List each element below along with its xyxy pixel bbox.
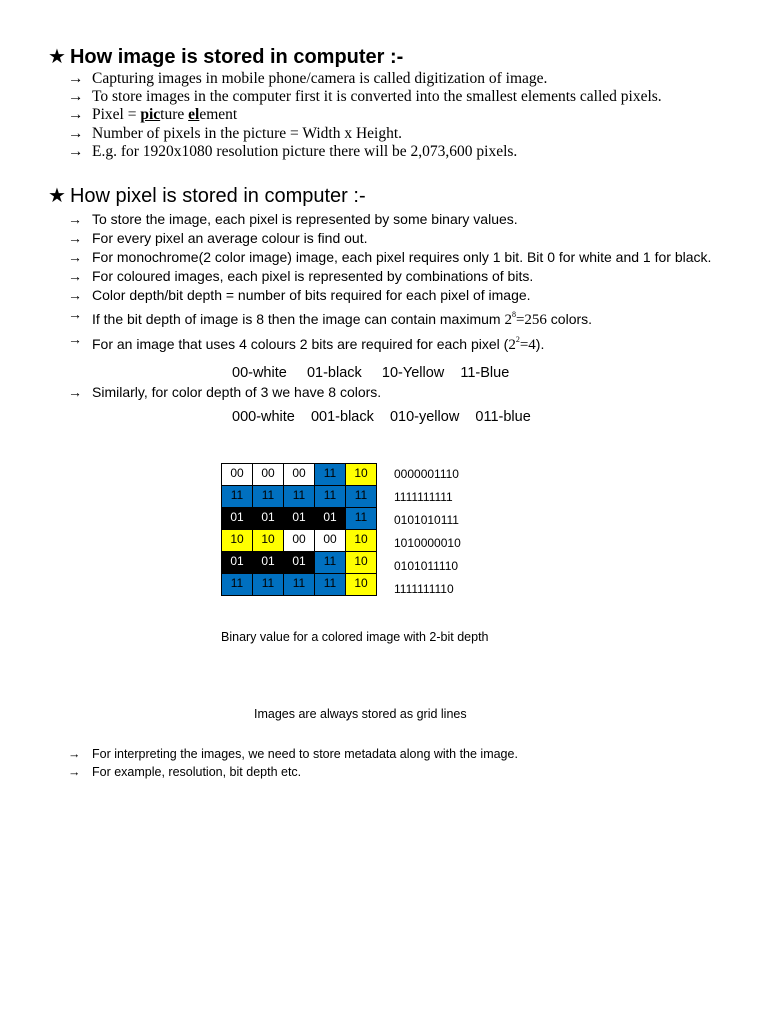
arrow-icon: → xyxy=(68,384,82,400)
grid-cell-blue: 11 xyxy=(222,486,253,508)
section1-heading: ★ How image is stored in computer :- xyxy=(48,46,404,68)
grid-caption: Binary value for a colored image with 2-bit depth xyxy=(221,630,489,644)
binary-row: 1111111111 xyxy=(394,490,453,504)
grid-cell-blue: 11 xyxy=(315,486,346,508)
grid-cell-black: 01 xyxy=(315,508,346,530)
arrow-icon: → xyxy=(68,211,82,227)
star-icon: ★ xyxy=(48,185,66,207)
grid-cell-blue: 11 xyxy=(346,486,377,508)
list-item-four-colours: → For an image that uses 4 colours 2 bits are required for each pixel $(2^2=4)$. xyxy=(68,331,545,353)
arrow-icon: → xyxy=(68,764,81,779)
list-item: → For example, resolution, bit depth etc. xyxy=(68,764,518,782)
binary-row: 0000001110 xyxy=(394,467,459,481)
list-item: → To store the image, each pixel is represented by some binary values. xyxy=(68,211,518,227)
arrow-icon: → xyxy=(68,142,84,160)
formula: $2^8=256$ xyxy=(504,310,547,328)
arrow-icon: → xyxy=(68,747,81,761)
list-item: → Color depth/bit depth = number of bits required for each pixel of image. xyxy=(68,287,531,303)
binary-row: 1111111110 xyxy=(394,582,454,596)
grid-row xyxy=(222,574,377,596)
list-item-bit-depth: → If the bit depth of image is 8 then the image can contain maximum $2^8=256$ colors. xyxy=(68,306,593,328)
arrow-icon: → xyxy=(68,230,82,246)
arrow-icon: → xyxy=(68,106,84,124)
grid-cell-white: 00 xyxy=(284,530,315,552)
grid-cell-black: 01 xyxy=(284,552,315,574)
list-item-pixel-definition: → Pixel = picture element xyxy=(68,106,238,124)
grid-cell-black: 01 xyxy=(284,508,315,530)
section1-list xyxy=(68,70,662,161)
grid-cell-blue: 11 xyxy=(284,574,315,596)
list-item: → For every pixel an average colour is find out. xyxy=(68,230,368,246)
arrow-icon: → xyxy=(68,249,82,265)
grid-cell-yellow: 10 xyxy=(346,574,377,596)
arrow-icon: → xyxy=(68,287,82,303)
grid-cell-yellow: 10 xyxy=(222,530,253,552)
list-item: → E.g. for 1920x1080 resolution picture there will be 2,073,600 pixels. xyxy=(68,142,518,160)
grid-row xyxy=(222,464,377,486)
arrow-icon: → xyxy=(68,306,82,322)
grid-row xyxy=(222,530,377,552)
list-item: → Similarly, for color depth of 3 we have 8 colors. xyxy=(68,384,382,400)
grid-cell-blue: 11 xyxy=(284,486,315,508)
grid-cell-blue: 11 xyxy=(253,574,284,596)
list-item: → For monochrome(2 color image) image, each pixel requires only 1 bit. Bit 0 for white and 1 for black. xyxy=(68,249,712,265)
section2-list-cont xyxy=(68,383,381,402)
grid-cell-yellow: 10 xyxy=(346,464,377,486)
list-item: → Number of pixels in the picture = Width x Height. xyxy=(68,124,403,142)
two-bit-codes: 00-white 01-black 10-Yellow 11-Blue xyxy=(232,365,510,381)
grid-cell-white: 00 xyxy=(284,464,315,486)
section2-heading: ★ How pixel is stored in computer :- xyxy=(48,185,366,207)
grid-cell-yellow: 10 xyxy=(346,530,377,552)
list-item: → For coloured images, each pixel is represented by combinations of bits. xyxy=(68,268,534,284)
grid-cell-blue: 11 xyxy=(346,508,377,530)
grid-cell-yellow: 10 xyxy=(346,552,377,574)
grid-cell-black: 01 xyxy=(253,508,284,530)
grid-cell-black: 01 xyxy=(253,552,284,574)
list-item: → To store images in the computer first it is converted into the smallest elements called pixels. xyxy=(68,88,662,106)
formula: $2^2=4$ xyxy=(508,335,536,353)
binary-row: 0101010111 xyxy=(394,513,459,527)
binary-row: 1010000010 xyxy=(394,536,461,550)
arrow-icon: → xyxy=(68,70,84,87)
binary-values xyxy=(394,463,461,601)
binary-row: 0101011110 xyxy=(394,559,459,573)
grid-cell-blue: 11 xyxy=(315,552,346,574)
star-icon: ★ xyxy=(48,46,66,68)
arrow-icon: → xyxy=(68,331,82,347)
grid-row xyxy=(222,486,377,508)
grid-cell-yellow: 10 xyxy=(253,530,284,552)
grid-cell-blue: 11 xyxy=(315,464,346,486)
arrow-icon: → xyxy=(68,124,84,142)
grid-cell-white: 00 xyxy=(222,464,253,486)
grid-cell-blue: 11 xyxy=(253,486,284,508)
grid-cell-black: 01 xyxy=(222,552,253,574)
grid-lines-caption: Images are always stored as grid lines xyxy=(254,707,467,721)
pixel-grid xyxy=(221,463,377,596)
list-item: → Capturing images in mobile phone/camera is called digitization of image. xyxy=(68,70,548,87)
grid-cell-white: 00 xyxy=(253,464,284,486)
grid-row xyxy=(222,552,377,574)
grid-cell-blue: 11 xyxy=(222,574,253,596)
section2-list xyxy=(68,210,718,355)
three-bit-codes: 000-white 001-black 010-yellow 011-blue xyxy=(232,409,531,425)
arrow-icon: → xyxy=(68,88,84,106)
arrow-icon: → xyxy=(68,268,82,284)
section3-list xyxy=(68,746,518,781)
grid-row xyxy=(222,508,377,530)
list-item: → For interpreting the images, we need to store metadata along with the image. xyxy=(68,746,518,764)
grid-cell-black: 01 xyxy=(222,508,253,530)
grid-cell-blue: 11 xyxy=(315,574,346,596)
grid-cell-white: 00 xyxy=(315,530,346,552)
